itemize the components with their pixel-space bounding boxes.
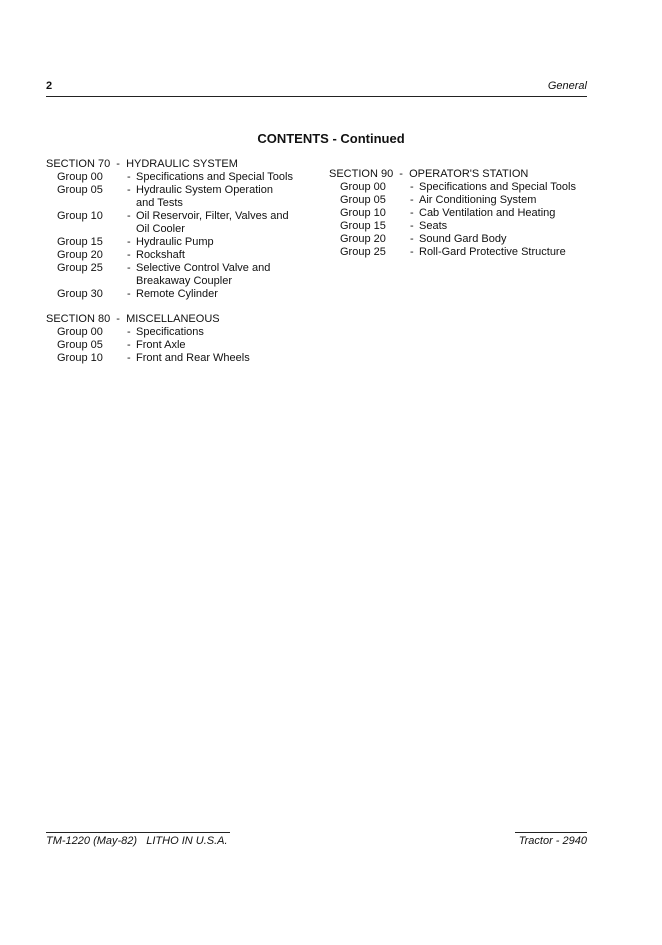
group-title-line: Front Axle bbox=[136, 339, 186, 351]
group-dash: - bbox=[127, 339, 131, 351]
page-number: 2 bbox=[46, 80, 53, 92]
group-label: Group 10 bbox=[340, 207, 386, 219]
group-entry bbox=[46, 262, 311, 288]
group-title bbox=[419, 207, 594, 220]
group-title-line: and Tests bbox=[136, 197, 183, 209]
section-heading: SECTION 90 - OPERATOR'S STATION bbox=[329, 168, 529, 180]
group-title-line: Hydraulic Pump bbox=[136, 236, 214, 248]
group-title bbox=[419, 220, 594, 233]
group-entry bbox=[329, 246, 594, 259]
contents-section bbox=[46, 158, 311, 301]
group-label: Group 05 bbox=[57, 339, 103, 351]
group-label: Group 20 bbox=[57, 249, 103, 261]
footer-right-text: Tractor - 2940 bbox=[518, 835, 587, 847]
group-dash: - bbox=[127, 171, 131, 183]
group-title bbox=[419, 233, 594, 246]
group-label: Group 15 bbox=[57, 236, 103, 248]
group-dash: - bbox=[127, 184, 131, 196]
group-dash: - bbox=[127, 249, 131, 261]
group-dash: - bbox=[410, 220, 414, 232]
page-title bbox=[0, 131, 662, 146]
group-dash: - bbox=[127, 352, 131, 364]
group-label: Group 25 bbox=[340, 246, 386, 258]
group-title-line: Roll-Gard Protective Structure bbox=[419, 246, 566, 258]
group-label: Group 05 bbox=[57, 184, 103, 196]
group-label: Group 00 bbox=[340, 181, 386, 193]
group-title bbox=[419, 181, 594, 194]
group-title-line: Specifications and Special Tools bbox=[419, 181, 576, 193]
group-title bbox=[136, 262, 311, 288]
group-title bbox=[419, 246, 594, 259]
group-entry bbox=[329, 207, 594, 220]
section-heading: SECTION 80 - MISCELLANEOUS bbox=[46, 313, 220, 325]
header-rule bbox=[46, 96, 587, 97]
group-title bbox=[136, 352, 311, 365]
group-title-line: Sound Gard Body bbox=[419, 233, 507, 245]
running-header-section: General bbox=[547, 80, 587, 92]
group-label: Group 25 bbox=[57, 262, 103, 274]
group-entry bbox=[46, 326, 311, 339]
group-title bbox=[136, 236, 311, 249]
group-dash: - bbox=[127, 262, 131, 274]
group-title bbox=[419, 194, 594, 207]
title-sub: Continued bbox=[340, 131, 405, 146]
group-title bbox=[136, 288, 311, 301]
group-dash: - bbox=[410, 233, 414, 245]
group-label: Group 00 bbox=[57, 326, 103, 338]
group-entry bbox=[329, 181, 594, 194]
group-title-line: Front and Rear Wheels bbox=[136, 352, 250, 364]
group-label: Group 15 bbox=[340, 220, 386, 232]
group-title bbox=[136, 339, 311, 352]
footer-left bbox=[46, 832, 230, 847]
group-title-line: Oil Reservoir, Filter, Valves and bbox=[136, 210, 289, 222]
group-entry bbox=[46, 236, 311, 249]
group-label: Group 10 bbox=[57, 210, 103, 222]
group-dash: - bbox=[410, 207, 414, 219]
footer-right bbox=[515, 832, 587, 847]
group-dash: - bbox=[127, 326, 131, 338]
group-label: Group 05 bbox=[340, 194, 386, 206]
contents-right-column bbox=[329, 168, 594, 271]
contents-left-column bbox=[46, 158, 311, 377]
group-dash: - bbox=[410, 246, 414, 258]
group-entry bbox=[329, 233, 594, 246]
group-entry bbox=[46, 171, 311, 184]
group-title bbox=[136, 184, 311, 210]
group-entry bbox=[46, 339, 311, 352]
group-dash: - bbox=[127, 236, 131, 248]
group-label: Group 00 bbox=[57, 171, 103, 183]
group-label: Group 20 bbox=[340, 233, 386, 245]
group-title-line: Rockshaft bbox=[136, 249, 185, 261]
group-entry bbox=[329, 220, 594, 233]
group-title-line: Oil Cooler bbox=[136, 223, 185, 235]
group-entry bbox=[46, 288, 311, 301]
group-dash: - bbox=[127, 288, 131, 300]
group-title-line: Cab Ventilation and Heating bbox=[419, 207, 556, 219]
group-title-line: Seats bbox=[419, 220, 448, 232]
group-title-line: Specifications bbox=[136, 326, 204, 338]
group-title-line: Breakaway Coupler bbox=[136, 275, 232, 287]
group-entry bbox=[46, 249, 311, 262]
group-title bbox=[136, 210, 311, 236]
group-dash: - bbox=[410, 181, 414, 193]
group-title-line: Air Conditioning System bbox=[419, 194, 537, 206]
group-title bbox=[136, 171, 311, 184]
footer-left-rule bbox=[46, 832, 230, 833]
group-dash: - bbox=[127, 210, 131, 222]
group-title-line: Selective Control Valve and bbox=[136, 262, 271, 274]
title-main: CONTENTS bbox=[257, 131, 329, 146]
group-title-line: Hydraulic System Operation bbox=[136, 184, 273, 196]
section-heading: SECTION 70 - HYDRAULIC SYSTEM bbox=[46, 158, 238, 170]
group-label: Group 10 bbox=[57, 352, 103, 364]
group-entry bbox=[329, 194, 594, 207]
group-title bbox=[136, 326, 311, 339]
group-dash: - bbox=[410, 194, 414, 206]
group-title bbox=[136, 249, 311, 262]
contents-section bbox=[46, 313, 311, 365]
contents-section bbox=[329, 168, 594, 259]
group-entry bbox=[46, 184, 311, 210]
group-entry bbox=[46, 352, 311, 365]
footer-right-rule bbox=[515, 832, 587, 833]
group-entry bbox=[46, 210, 311, 236]
group-label: Group 30 bbox=[57, 288, 103, 300]
title-separator: - bbox=[328, 131, 341, 146]
footer-left-text: TM-1220 (May-82) LITHO IN U.S.A. bbox=[46, 835, 228, 847]
group-title-line: Specifications and Special Tools bbox=[136, 171, 293, 183]
group-title-line: Remote Cylinder bbox=[136, 288, 218, 300]
